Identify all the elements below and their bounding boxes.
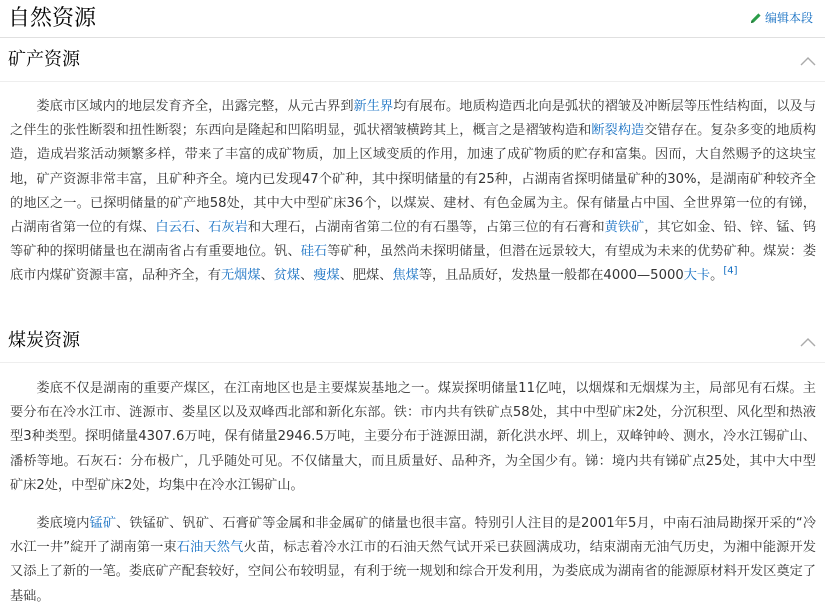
term-link[interactable]: 石灰岩 [208, 220, 248, 236]
section-title-coal: 煤炭资源 [8, 330, 80, 351]
paragraph-text: 娄底市区域内的地层发育齐全，出露完整，从元古界到 [36, 99, 354, 114]
section-paragraph [10, 512, 816, 609]
citation-link[interactable]: [4] [723, 266, 738, 278]
paragraph-text: 、 [300, 268, 314, 284]
chevron-up-icon[interactable] [800, 337, 816, 347]
paragraph-text: 、肥煤、 [339, 268, 393, 284]
heading-divider [0, 37, 825, 38]
term-link[interactable]: 断裂构造 [591, 123, 645, 139]
paragraph-text: 火苗，标志着冷水江市的石油天然气试开采已获圆满成功，结束湖南无油气历史，为湘中能源开发又添上了新的一笔。娄底矿产配套较好，空间公布较明显，有利于统一规划和综合开发利用，为娄底成为湖南省的能源原材料开发区奠定了基础。 [10, 540, 816, 604]
paragraph-text: 等，且品质好，发热量一般都在4000—5000 [418, 268, 684, 284]
section-paragraph [10, 95, 816, 289]
term-link[interactable]: 石油天然气 [176, 540, 244, 556]
term-link[interactable]: 新生界 [353, 99, 394, 114]
term-link[interactable]: 黄铁矿 [604, 220, 645, 236]
paragraph-text: 。 [710, 268, 724, 284]
paragraph-text: 均有展布。地质构造西北向是弧状的褶皱及冲断层等压性结构面，以及与之伴生的张性断裂和扭性断裂；东西向是隆起和凹陷明显，弧状褶皱横跨其上，概言之是褶皱构造和 [10, 99, 817, 139]
edit-section-label: 编辑本段 [764, 11, 813, 25]
paragraph-text: 娄底不仅是湖南的重要产煤区，在江南地区也是主要煤炭基地之一。煤炭探明储量11亿吨，以烟煤和无烟煤为主，局部见有石煤。主要分布在冷水江市、涟源市、娄星区以及双峰西北部和新化东部。铁：市内共有铁矿点58处，其中中型矿床2处，分沉积型、风化型和热液型3种类型。探明储量4307.6万吨，保有储量2946.5万吨，主要分布于涟源田湖，新化洪水坪、圳上，双峰钟岭、测水，冷水江锡矿山、潘桥等地。石灰石：分布极广，几乎随处可见。不仅储量大，而且质量好、品种齐，为全国少有。锑：境内共有锑矿点25处，其中大中型矿床2处，中型矿床2处，均集中在冷水江锡矿山。 [10, 381, 816, 493]
section-divider [0, 81, 825, 82]
section-divider [0, 362, 825, 363]
term-link[interactable]: 硅石 [300, 244, 328, 260]
section-paragraph [10, 377, 816, 498]
paragraph-text: 交错存在。复杂多变的地质构造，造成岩浆活动频繁多样，带来了丰富的成矿物质，加上区域变质的作用，加速了成矿物质的贮存和富集。因而，大自然赐予的这块宝地，矿产资源非常丰富，且矿种齐全。境内已发现47个矿种，其中探明储量的有25种，占湖南省探明储量矿种的30%，是湖南矿种较齐全的地区之一。已探明储量的矿产地58处，其中大中型矿床36个，以煤炭、建材、有色金属为主。保有储量占中国、全世界第一位的有锑，占湖南省第一位的有煤、 [10, 123, 817, 236]
term-link[interactable]: 无烟煤 [221, 268, 261, 284]
edit-section-link[interactable] [750, 9, 813, 26]
pencil-icon [750, 12, 762, 24]
section-title-mineral: 矿产资源 [8, 49, 80, 70]
term-link[interactable]: 贫煤 [273, 268, 301, 284]
paragraph-text: 、铁锰矿、钒矿、石膏矿等金属和非金属矿的储量也很丰富。特别引人注目的是2001年5月，中南石油局勘探开采的“冷水江一井”綻开了湖南第一束 [10, 516, 817, 556]
term-link[interactable]: 白云石 [155, 220, 195, 236]
term-link[interactable]: 大卡 [683, 268, 711, 284]
page-heading: 自然资源 [8, 6, 97, 31]
paragraph-text: ，其它如金、铅、锌、锰、钨等矿种的探明储量也在湖南省占有重要地位。钒、 [10, 220, 817, 260]
chevron-up-icon[interactable] [800, 56, 816, 66]
term-link[interactable]: 锰矿 [89, 516, 117, 531]
paragraph-text: 等矿种，虽然尚未探明储量，但潜在远景较大，有望成为未来的优势矿种。煤炭：娄底市内煤矿资源丰富，品种齐全，有 [10, 244, 817, 284]
term-link[interactable]: 焦煤 [392, 268, 419, 284]
paragraph-text: 、 [195, 220, 209, 236]
paragraph-text: 、 [260, 268, 274, 284]
paragraph-text: 娄底境内 [36, 516, 90, 531]
paragraph-text: 和大理石，占湖南省第二位的有石墨等，占第三位的有石膏和 [247, 220, 605, 236]
term-link[interactable]: 瘦煤 [313, 268, 340, 284]
